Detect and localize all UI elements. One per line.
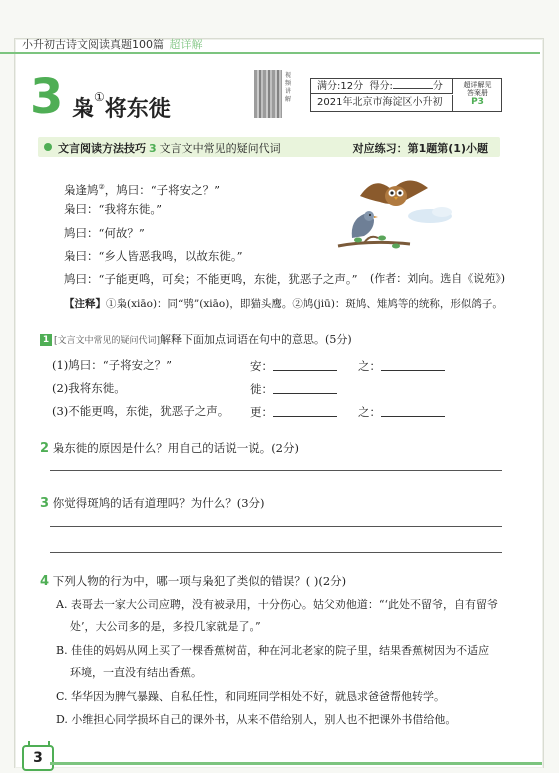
q4-number: 4 <box>40 574 50 589</box>
q3-number: 3 <box>40 496 50 511</box>
answer-blank[interactable] <box>273 382 337 394</box>
annotation <box>64 296 503 311</box>
q1-fill-1a: 安： <box>250 358 337 374</box>
q4-option-a-cont: 处’，大公司多的是，多投几家就是了。” <box>70 620 261 633</box>
method-practice: 对应练习：第1题第(1)小题 <box>352 142 488 155</box>
score-info-box <box>310 78 502 112</box>
method-num: 3 <box>149 142 157 155</box>
q1-tag: [文言文中常见的疑问代词] <box>54 336 161 346</box>
series-title: 小升初古诗文阅读真题100篇 <box>22 38 164 51</box>
q4-option-b[interactable]: B. 佳佳的妈妈从网上买了一棵香蕉树苗，种在河北老家的院子里，结果香蕉树因为不适应 <box>56 644 490 657</box>
q2-answer-line[interactable] <box>50 470 502 471</box>
q1-number: 1 <box>40 334 52 346</box>
passage-line-3: 鸠曰：“何故？” <box>64 226 145 240</box>
q1-text: 解释下面加点词语在句中的意思。(5分) <box>160 333 352 346</box>
answer-ref-page: P3 <box>471 97 484 107</box>
answer-ref <box>454 79 501 111</box>
lesson-title-a: 枭 <box>72 96 95 122</box>
q1-item-1: (1)鸠曰：“子将安之？” <box>52 358 173 372</box>
method-bar <box>38 137 500 157</box>
method-label: 文言阅读方法技巧 <box>58 142 146 155</box>
q1-item-2: (2)我将东徙。 <box>52 381 126 395</box>
q3-answer-line-1[interactable] <box>50 526 502 527</box>
owl-dove-illustration <box>330 168 462 268</box>
qr-code-icon[interactable] <box>254 70 282 118</box>
score-got-label: 得分: <box>369 81 393 92</box>
q4-text: 下列人物的行为中，哪一项与枭犯了类似的错误？( )(2分) <box>52 574 347 588</box>
qr-label: 视频讲解 <box>285 72 292 103</box>
q1-fill-2a: 徙： <box>250 381 337 397</box>
footer-rule <box>50 762 542 765</box>
lesson-title-b: 将东徙 <box>104 96 171 122</box>
bullet-icon <box>44 143 52 151</box>
answer-ref-line2: 答案册 <box>467 89 488 97</box>
passage-line-1: 枭逢鸠②，鸠曰：“子将安之？” <box>64 182 221 197</box>
q2-text: 枭东徙的原因是什么？用自己的话说一说。(2分) <box>52 441 299 455</box>
answer-blank[interactable] <box>273 359 337 371</box>
answer-ref-line1: 超详解见 <box>463 81 492 89</box>
answer-blank[interactable] <box>381 405 445 417</box>
q2-number: 2 <box>40 441 50 456</box>
header-rule <box>0 52 540 54</box>
q4-option-d[interactable]: D. 小维担心同学损坏自己的课外书，从来不借给别人，别人也不把课外书借给他。 <box>56 713 457 726</box>
q4-option-a[interactable]: A. 表哥去一家大公司应聘，没有被录用，十分伤心。姑父劝他道：“‘此处不留爷，自有留爷 <box>56 598 499 611</box>
score-blank[interactable] <box>393 79 433 89</box>
annotation-label: 【注释】 <box>64 298 106 310</box>
question-3 <box>40 496 265 511</box>
answer-blank[interactable] <box>273 405 337 417</box>
author-line: (作者：刘向。选自《说苑》) <box>370 272 506 285</box>
question-1 <box>40 333 352 348</box>
page-number: 3 <box>22 745 54 771</box>
full-score: 满分:12分 <box>317 81 364 92</box>
q1-fill-3a: 更： <box>250 404 337 420</box>
book-header <box>22 36 203 52</box>
q3-answer-line-2[interactable] <box>50 552 502 553</box>
question-2 <box>40 441 299 456</box>
q4-option-b-cont: 环境，一直没有结出香蕉。 <box>70 666 202 679</box>
q1-fill-3b: 之： <box>358 404 445 420</box>
lesson-title <box>72 92 171 123</box>
q4-option-c[interactable]: C. 华华因为脾气暴躁、自私任性，和同班同学相处不好，就恳求爸爸帮他转学。 <box>56 690 446 703</box>
series-tag: 超详解 <box>169 38 203 51</box>
q1-item-3: (3)不能更鸣，东徙，犹恶子之声。 <box>52 404 230 418</box>
passage-line-5: 鸠曰：“子能更鸣，可矣；不能更鸣，东徙，犹恶子之声。” <box>64 272 358 286</box>
annotation-text: ①枭(xiāo)：同“鸮”(xiāo)，即猫头鹰。②鸠(jiū)：斑鸠、雉鸠等的统称，形似鸽子。 <box>106 298 503 310</box>
passage-line-4: 枭曰：“乡人皆恶我鸣，以故东徙。” <box>64 249 243 263</box>
lesson-title-note: ① <box>94 90 105 104</box>
source-row: 2021年北京市海淀区小升初 <box>311 95 453 111</box>
lesson-number: 3 <box>30 69 64 125</box>
q3-text: 你觉得斑鸠的话有道理吗？为什么？(3分) <box>52 496 265 510</box>
score-row: 满分:12分 得分: 分 <box>311 79 453 94</box>
question-4 <box>40 574 346 589</box>
q1-fill-1b: 之： <box>358 358 445 374</box>
passage-line-2: 枭曰：“我将东徙。” <box>64 202 163 216</box>
method-topic: 文言文中常见的疑问代词 <box>159 142 281 155</box>
answer-blank[interactable] <box>381 359 445 371</box>
